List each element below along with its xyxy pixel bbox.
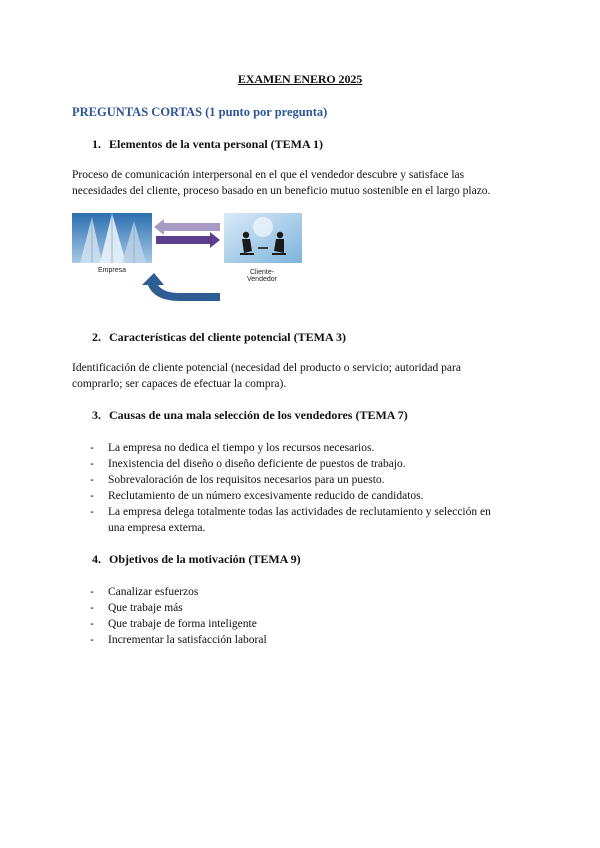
- list-item-text: una empresa externa.: [108, 522, 206, 534]
- list-bullet: -: [90, 458, 94, 470]
- sales-diagram: [72, 211, 304, 303]
- paragraph-line: Identificación de cliente potencial (necesidad del producto o servicio; autoridad para: [72, 362, 461, 374]
- question-2-paragraph: [72, 360, 528, 392]
- question-2-number: 2.: [92, 330, 101, 344]
- client-label-line: Cliente-: [249, 269, 275, 276]
- list-item-text: La empresa no dedica el tiempo y los recursos necesarios.: [108, 442, 375, 454]
- question-3-list: [72, 440, 528, 536]
- question-1-title: Elementos de la venta personal (TEMA 1): [109, 137, 323, 151]
- question-3-number: 3.: [92, 408, 101, 422]
- list-bullet: -: [90, 442, 94, 454]
- list-item: [72, 488, 528, 504]
- list-item: [72, 472, 528, 488]
- question-3-heading: [92, 408, 408, 423]
- question-4-heading: [92, 552, 301, 567]
- list-bullet: -: [90, 618, 94, 630]
- paragraph-line: Proceso de comunicación interpersonal en el que el vendedor descubre y satisface las: [72, 169, 465, 181]
- question-4-title: Objetivos de la motivación (TEMA 9): [109, 552, 301, 566]
- client-seller-label: [238, 269, 286, 283]
- question-2-title: Características del cliente potencial (TEMA 3): [109, 330, 346, 344]
- list-item-text: Canalizar esfuerzos: [108, 586, 199, 598]
- list-item: [72, 456, 528, 472]
- list-bullet: -: [90, 602, 94, 614]
- meeting-image: [224, 213, 302, 263]
- list-bullet: -: [90, 474, 94, 486]
- building-image: [72, 213, 152, 263]
- list-item: [72, 632, 528, 648]
- list-item: [72, 600, 528, 616]
- list-item: [72, 440, 528, 456]
- list-item-text: Incrementar la satisfacción laboral: [108, 634, 267, 646]
- list-item: [72, 616, 528, 632]
- sales-diagram-graphic: [72, 211, 304, 303]
- company-label: Empresa: [97, 267, 126, 274]
- list-item-text: Que trabaje más: [108, 602, 183, 614]
- question-1-heading: [92, 137, 323, 152]
- list-item-text: Sobrevaloración de los requisitos necesarios para un puesto.: [108, 474, 385, 486]
- list-item-text: La empresa delega totalmente todas las actividades de reclutamiento y selección en: [108, 506, 491, 518]
- curved-arrow-icon: [142, 273, 220, 301]
- seller-label-line: Vendedor: [247, 276, 277, 283]
- list-bullet: -: [90, 634, 94, 646]
- section-heading: PREGUNTAS CORTAS (1 punto por pregunta): [72, 105, 328, 119]
- list-item: [72, 504, 528, 536]
- list-bullet: -: [90, 490, 94, 502]
- document-title: EXAMEN ENERO 2025: [237, 72, 363, 86]
- question-4-list: [72, 584, 528, 648]
- list-item: [72, 584, 528, 600]
- list-item-text: Que trabaje de forma inteligente: [108, 618, 257, 630]
- question-3-title: Causas de una mala selección de los vendedores (TEMA 7): [109, 408, 408, 422]
- question-4-number: 4.: [92, 552, 101, 566]
- list-item-text: Reclutamiento de un número excesivamente reducido de candidatos.: [108, 490, 424, 502]
- list-item-text: Inexistencia del diseño o diseño deficiente de puestos de trabajo.: [108, 458, 406, 470]
- question-1-paragraph: [72, 167, 528, 199]
- question-1-number: 1.: [92, 137, 101, 151]
- arrow-right-icon: [156, 232, 220, 248]
- paragraph-line: necesidades del cliente, proceso basado en un beneficio mutuo sostenible en el largo plazo.: [72, 185, 491, 197]
- question-2-heading: [92, 330, 346, 345]
- list-bullet: -: [90, 586, 94, 598]
- list-bullet: -: [90, 506, 94, 518]
- paragraph-line: comprarlo; ser capaces de efectuar la compra).: [72, 378, 287, 390]
